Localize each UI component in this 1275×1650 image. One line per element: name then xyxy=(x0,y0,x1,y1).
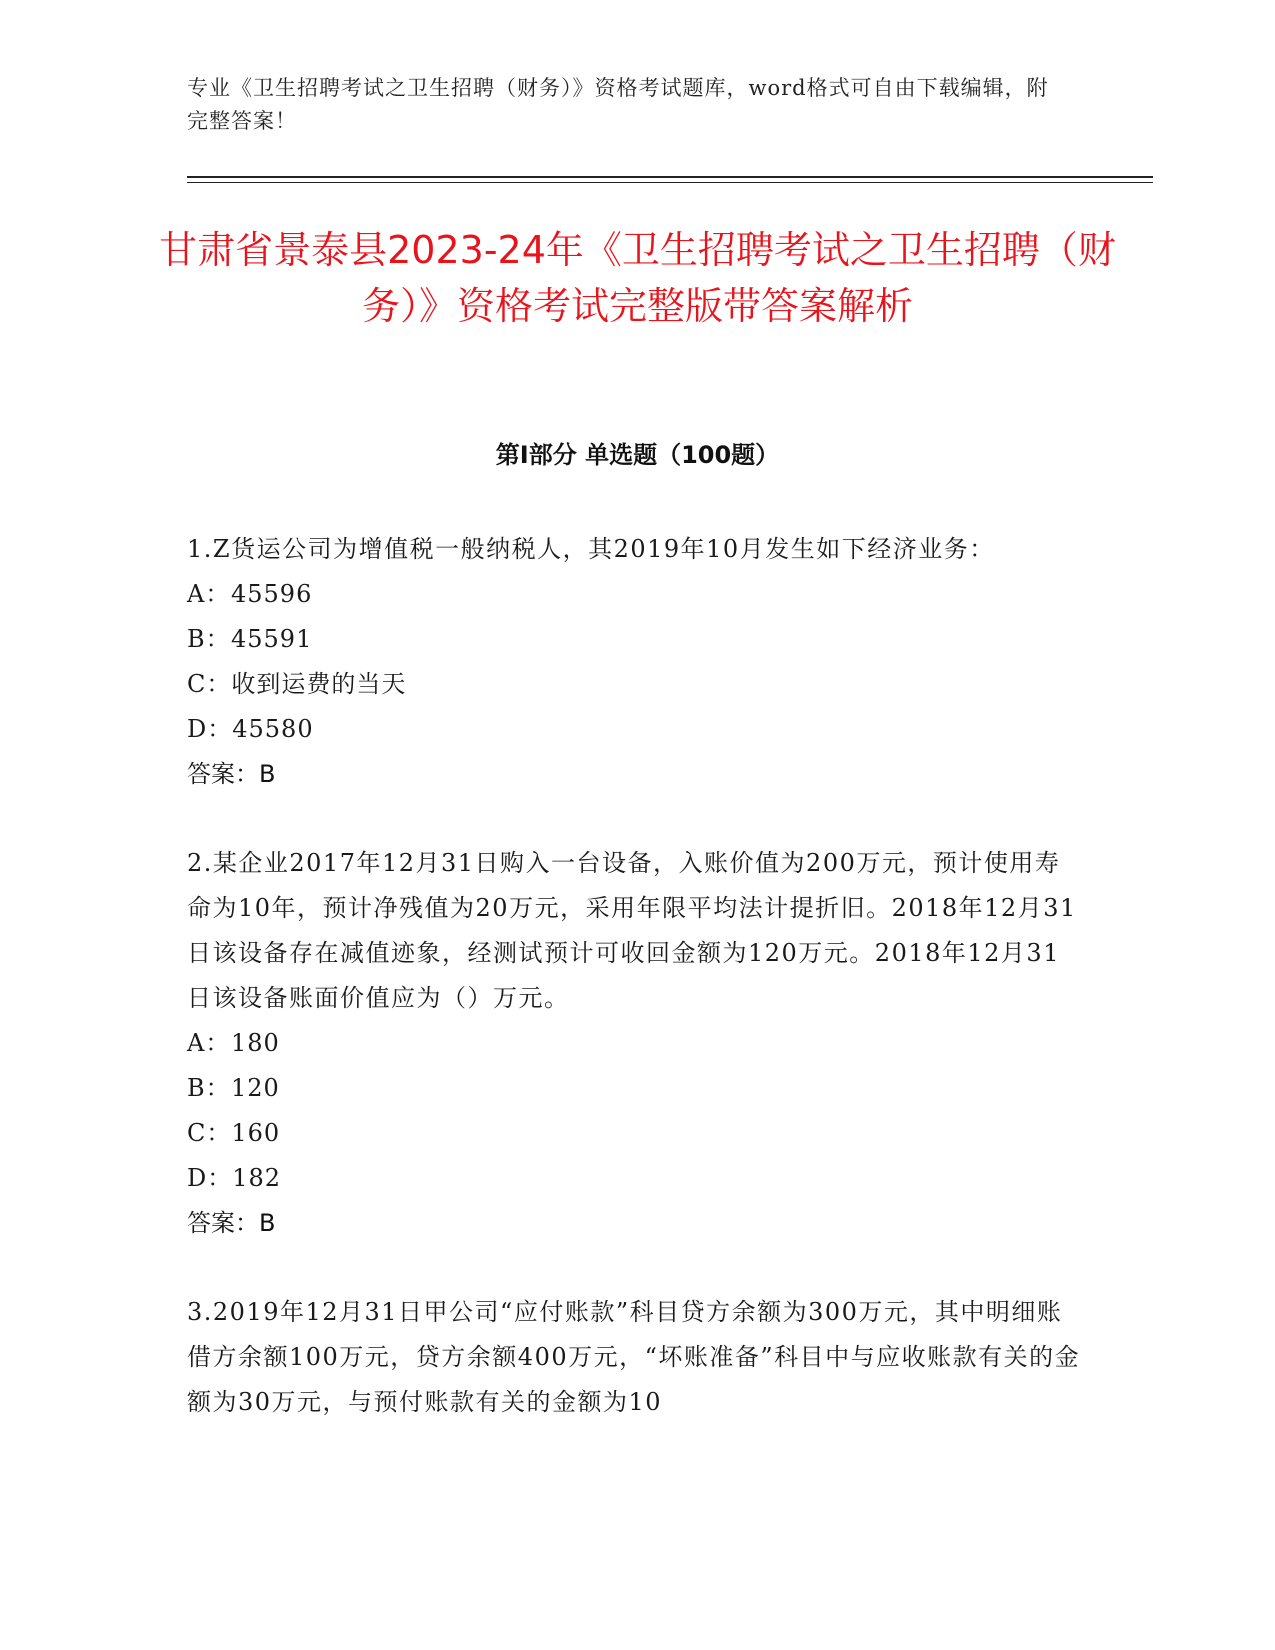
question-stem: 2.某企业2017年12月31日购入一台设备，入账价值为200万元，预计使用寿命为10年，预计净残值为20万元，采用年限平均法计提折旧。2018年12月31日该设备存在减值迹象，经测试预计可收回金额为120万元。2018年12月31日该设备账面价值应为（）万元。 xyxy=(187,849,1077,1012)
option-d xyxy=(187,707,1082,752)
question-3 xyxy=(187,1290,1082,1425)
answer-text: 答案：B xyxy=(187,1209,276,1237)
option-a xyxy=(187,1021,1082,1066)
document-title: 甘肃省景泰县2023-24年《卫生招聘考试之卫生招聘（财务）》资格考试完整版带答案解析 xyxy=(159,228,1116,328)
option-b xyxy=(187,617,1082,662)
header-rule-thin xyxy=(187,182,1153,183)
option-text: 180 xyxy=(231,1029,280,1057)
option-key: A： xyxy=(187,1029,231,1057)
option-text: 45591 xyxy=(231,625,313,653)
option-key: C： xyxy=(187,1119,232,1147)
header-note: 专业《卫生招聘考试之卫生招聘（财务）》资格考试题库，word格式可自由下载编辑，附完整答案！ xyxy=(187,76,1049,133)
question-2 xyxy=(187,841,1082,1246)
option-text: 收到运费的当天 xyxy=(231,670,407,698)
question-stem: 1.Z货运公司为增值税一般纳税人，其2019年10月发生如下经济业务： xyxy=(187,535,995,563)
option-c xyxy=(187,1111,1082,1156)
option-key: D： xyxy=(187,715,233,743)
question-1 xyxy=(187,527,1082,797)
option-text: 45580 xyxy=(232,715,314,743)
question-stem: 3.2019年12月31日甲公司“应付账款”科目贷方余额为300万元，其中明细账借方余额100万元，贷方余额400万元，“坏账准备”科目中与应收账款有关的金额为30万元，与预付账款有关的金额为10 xyxy=(187,1298,1081,1416)
option-d xyxy=(187,1156,1082,1201)
section-title: 第Ⅰ部分 单选题（100题） xyxy=(495,441,780,469)
option-key: A： xyxy=(187,580,231,608)
option-c xyxy=(187,662,1082,707)
option-text: 45596 xyxy=(231,580,313,608)
answer-text: 答案：B xyxy=(187,760,276,788)
header-rule-thick xyxy=(187,176,1153,178)
question-list xyxy=(187,527,1082,1469)
option-text: 182 xyxy=(232,1164,282,1192)
option-text: 160 xyxy=(231,1119,281,1147)
option-key: B： xyxy=(187,1074,231,1102)
option-text: 120 xyxy=(231,1074,280,1102)
option-key: C： xyxy=(187,670,232,698)
option-key: D： xyxy=(187,1164,233,1192)
option-b xyxy=(187,1066,1082,1111)
option-key: B： xyxy=(187,625,231,653)
option-a xyxy=(187,572,1082,617)
